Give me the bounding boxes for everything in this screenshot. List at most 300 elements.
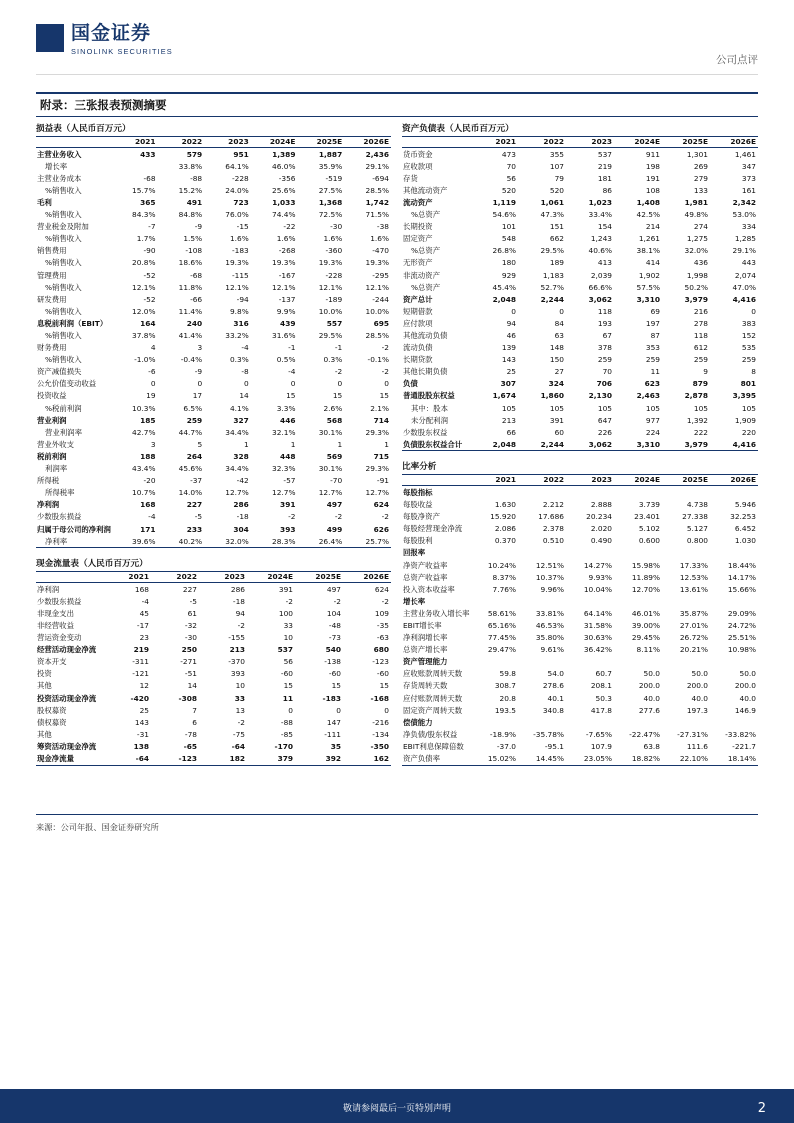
- row-value: 118: [693, 331, 708, 340]
- row-value: 45.4%: [492, 282, 516, 292]
- row-value: 197.3: [686, 705, 708, 715]
- row-value: 26.72%: [679, 633, 708, 643]
- table-row: [36, 293, 391, 305]
- row-value: -123: [372, 657, 389, 667]
- table-row: [402, 753, 758, 766]
- table-row: [36, 692, 391, 704]
- row-value: -63: [376, 633, 389, 643]
- row-value: 0: [336, 705, 341, 715]
- row-value: 1,301: [686, 149, 708, 159]
- row-value: 17.33%: [679, 560, 708, 570]
- table-row: [402, 233, 758, 245]
- row-value: 32.0%: [684, 246, 708, 256]
- row-value: -694: [372, 173, 389, 183]
- row-value: 27.338: [682, 512, 708, 522]
- table-row: [36, 728, 391, 740]
- row-label: 税前利润: [37, 451, 67, 461]
- row-value: 0: [288, 705, 293, 715]
- row-value: [662, 486, 710, 499]
- row-value: 28.3%: [251, 535, 298, 548]
- row-value: 1,183: [542, 270, 564, 280]
- row-value: -57: [283, 476, 296, 486]
- row-value: 39.00%: [631, 621, 660, 631]
- row-value: 9.93%: [588, 572, 612, 582]
- row-value: 1,461: [734, 149, 756, 159]
- row-label: 非经营收益: [37, 621, 74, 631]
- section-title: [36, 92, 758, 117]
- row-value: 6.5%: [183, 403, 203, 413]
- row-value: 801: [740, 379, 756, 389]
- row-label: 主营业务成本: [37, 173, 82, 183]
- row-value: 4: [150, 343, 156, 353]
- row-value: 6.452: [734, 524, 756, 534]
- row-value: 12.7%: [272, 488, 296, 498]
- row-value: 308.7: [494, 681, 516, 691]
- row-value: 28.5%: [365, 331, 389, 340]
- row-label: 应收账款周转天数: [403, 669, 463, 679]
- row-value: 22.10%: [662, 753, 710, 766]
- row-value: 40.1: [547, 693, 564, 703]
- row-value: 14.27%: [583, 560, 612, 570]
- row-value: 108: [645, 185, 660, 195]
- income-statement-title: 损益表（人民币百万元）: [36, 122, 391, 137]
- row-value: 28.5%: [365, 185, 389, 195]
- row-value: 3,395: [732, 391, 756, 401]
- table-row: [36, 269, 391, 281]
- row-value: 20.8%: [132, 258, 156, 268]
- row-value: 3,979: [684, 294, 708, 304]
- row-value: 164: [140, 318, 156, 328]
- table-header-cell: [36, 572, 103, 583]
- table-header-cell: 2024E: [247, 572, 295, 583]
- row-value: 219: [133, 645, 149, 655]
- row-value: -271: [180, 657, 197, 667]
- table-row: [402, 535, 758, 547]
- row-value: 259: [186, 415, 203, 425]
- row-label: 资产总计: [403, 294, 433, 304]
- row-value: [614, 716, 662, 728]
- row-value: 56: [506, 173, 516, 183]
- row-value: 1,887: [318, 149, 343, 159]
- row-value: [614, 595, 662, 607]
- row-label: 经营活动现金净流: [37, 645, 97, 655]
- row-value: 15.920: [490, 512, 516, 522]
- row-label: 所得税率: [45, 488, 75, 498]
- row-value: -216: [372, 717, 389, 727]
- row-value: 200.0: [734, 681, 756, 691]
- row-label: 固定资产: [403, 234, 433, 244]
- row-label: 营运资金变动: [37, 633, 82, 643]
- row-label: 普通股股东权益: [403, 391, 455, 401]
- row-value: 105: [501, 403, 516, 413]
- row-value: 10.98%: [727, 645, 756, 655]
- row-value: 12.53%: [679, 572, 708, 582]
- row-value: 87: [650, 331, 660, 340]
- row-value: 379: [247, 753, 295, 766]
- row-value: 57.5%: [636, 282, 660, 292]
- report-type-label: 公司点评: [716, 54, 758, 66]
- row-value: 84: [554, 318, 564, 328]
- row-value: 12.1%: [272, 282, 296, 292]
- row-value: 304: [233, 524, 249, 534]
- row-value: 250: [181, 645, 197, 655]
- row-value: 723: [233, 197, 249, 207]
- row-value: -37.0: [496, 741, 516, 751]
- row-label: 偿债能力: [403, 717, 433, 727]
- table-header-cell: 2026E: [344, 137, 391, 148]
- row-value: 568: [326, 415, 343, 425]
- row-value: 34.4%: [225, 427, 249, 437]
- row-value: 40.0: [691, 693, 708, 703]
- row-value: 189: [549, 258, 564, 268]
- table-row: [402, 619, 758, 631]
- table-row: [402, 172, 758, 184]
- table-header-cell: 2024E: [614, 137, 662, 148]
- table-row: [402, 354, 758, 366]
- row-value: 29.47%: [487, 645, 516, 655]
- row-value: 1,119: [492, 197, 516, 207]
- row-value: 38.1%: [636, 246, 660, 256]
- row-value: 1,243: [590, 234, 612, 244]
- row-value: -73: [328, 633, 341, 643]
- row-value: -311: [132, 657, 149, 667]
- income-statement-block: [36, 122, 391, 548]
- row-value: -15: [236, 222, 249, 232]
- row-value: 29.3%: [365, 427, 389, 437]
- table-row: [36, 704, 391, 716]
- table-row: [36, 233, 391, 245]
- row-value: 151: [549, 222, 564, 232]
- row-value: 168: [140, 500, 156, 510]
- row-value: 0: [559, 306, 564, 316]
- row-value: 680: [373, 645, 389, 655]
- table-row: [36, 426, 391, 438]
- row-value: -155: [228, 633, 245, 643]
- row-value: 227: [182, 584, 197, 594]
- row-value: 417.8: [590, 705, 612, 715]
- row-value: -31: [136, 729, 149, 739]
- row-value: -68: [190, 270, 203, 280]
- row-value: [518, 656, 566, 668]
- row-value: 60: [554, 427, 564, 437]
- row-value: 200.0: [686, 681, 708, 691]
- row-value: 32.0%: [204, 535, 251, 548]
- row-label: EBIT利息保障倍数: [403, 741, 464, 751]
- row-value: 29.09%: [727, 608, 756, 618]
- table-row: [36, 402, 391, 414]
- row-value: 1.6%: [323, 234, 343, 244]
- row-value: 12.51%: [535, 560, 564, 570]
- row-value: 1: [384, 439, 389, 449]
- table-header-cell: 2023: [199, 572, 247, 583]
- table-row: [36, 184, 391, 196]
- cashflow-statement-block: [36, 557, 391, 765]
- row-value: 1.6%: [370, 234, 389, 244]
- row-value: 1,674: [492, 391, 516, 401]
- row-value: 100: [278, 608, 293, 618]
- row-label: 每股净资产: [403, 512, 440, 522]
- row-value: -2: [285, 596, 293, 606]
- row-value: 19.3%: [365, 258, 389, 268]
- row-value: -2: [288, 512, 296, 522]
- row-label: 货币资金: [403, 149, 433, 159]
- row-value: -134: [372, 729, 389, 739]
- row-value: 138: [133, 741, 149, 751]
- row-value: [470, 656, 518, 668]
- row-value: 9.8%: [229, 306, 249, 316]
- row-label: 总资产增长率: [403, 645, 448, 655]
- row-value: -35.78%: [533, 729, 564, 739]
- row-value: 15: [283, 681, 293, 691]
- row-value: 224: [645, 427, 660, 437]
- row-value: 40.6%: [588, 246, 612, 256]
- table-header-cell: [36, 137, 111, 148]
- cashflow-statement-body: [36, 572, 391, 765]
- row-value: 497: [326, 584, 341, 594]
- row-value: 193.5: [494, 705, 516, 715]
- row-value: 77.45%: [487, 633, 516, 643]
- row-value: 66: [506, 427, 516, 437]
- row-value: 393: [280, 524, 296, 534]
- row-value: 29.5%: [318, 331, 343, 340]
- row-label: 每股收益: [403, 500, 433, 510]
- row-value: 32.1%: [272, 427, 296, 437]
- row-value: -0.1%: [367, 355, 389, 365]
- row-value: [710, 486, 758, 499]
- row-value: [614, 547, 662, 559]
- row-value: -137: [278, 294, 296, 304]
- row-value: 3: [150, 439, 156, 449]
- row-label: 其他流动负债: [403, 331, 448, 340]
- row-value: 269: [693, 161, 708, 171]
- row-label: %销售收入: [45, 331, 82, 340]
- row-label: %总资产: [411, 210, 441, 220]
- row-label: 债权募资: [37, 717, 67, 727]
- table-row: [402, 728, 758, 740]
- row-label: EBIT增长率: [403, 621, 442, 631]
- row-value: 3.3%: [276, 403, 296, 413]
- table-row: [36, 499, 391, 511]
- table-row: [36, 716, 391, 728]
- row-value: 7: [192, 705, 197, 715]
- row-value: 35.80%: [535, 633, 564, 643]
- row-value: -7: [148, 222, 156, 232]
- row-value: 715: [373, 451, 389, 461]
- row-value: 3: [197, 343, 203, 353]
- row-value: 491: [186, 197, 203, 207]
- row-value: 12.0%: [132, 306, 156, 316]
- row-value: 65.16%: [487, 621, 516, 631]
- income-statement-table: [36, 137, 391, 549]
- table-header-cell: 2026E: [710, 137, 758, 148]
- row-value: -519: [325, 173, 343, 183]
- row-value: 14.45%: [518, 753, 566, 766]
- row-label: 净利润增长率: [403, 633, 448, 643]
- row-value: 8.11%: [636, 645, 660, 655]
- row-value: -60: [280, 669, 293, 679]
- table-header-row: [36, 137, 391, 148]
- row-value: 19.3%: [225, 258, 249, 268]
- row-value: 499: [326, 524, 343, 534]
- row-value: 316: [233, 318, 249, 328]
- row-value: -2: [381, 367, 389, 377]
- row-value: -356: [278, 173, 296, 183]
- row-value: 2.6%: [323, 403, 343, 413]
- row-value: -88: [280, 717, 293, 727]
- cashflow-statement-table: [36, 572, 391, 766]
- row-value: 35.9%: [318, 161, 343, 171]
- row-value: [614, 656, 662, 668]
- row-label: 营业外收支: [37, 439, 74, 449]
- table-row: [36, 160, 391, 172]
- row-value: 45.6%: [178, 464, 203, 474]
- table-row: [402, 329, 758, 341]
- row-value: 105: [741, 403, 756, 413]
- row-label: 其他流动资产: [403, 185, 448, 195]
- row-value: 911: [645, 149, 660, 159]
- row-value: 24.72%: [727, 621, 756, 631]
- row-label: 应付账款周转天数: [403, 693, 463, 703]
- row-value: 0.490: [590, 536, 612, 546]
- row-value: -1.0%: [134, 355, 156, 365]
- table-header-cell: 2024E: [614, 475, 662, 486]
- row-value: 185: [140, 415, 156, 425]
- row-value: 148: [549, 343, 564, 353]
- row-value: 1.6%: [276, 234, 296, 244]
- row-value: 1: [290, 439, 296, 449]
- row-value: 10: [235, 681, 245, 691]
- row-value: 1,742: [365, 197, 389, 207]
- row-value: 63: [554, 331, 564, 340]
- row-value: 535: [741, 343, 756, 353]
- row-value: -30: [184, 633, 197, 643]
- row-label: 长期投资: [403, 222, 433, 232]
- row-value: -2: [237, 621, 245, 631]
- row-value: 219: [597, 161, 612, 171]
- row-label: 流动资产: [403, 197, 433, 207]
- row-value: 2,244: [540, 294, 564, 304]
- row-label: 每股经营现金净流: [403, 524, 463, 534]
- row-value: 36.42%: [583, 645, 612, 655]
- row-value: 27: [554, 367, 564, 377]
- row-value: -18: [236, 512, 249, 522]
- row-value: 19.3%: [318, 258, 343, 268]
- table-header-cell: 2022: [158, 137, 205, 148]
- row-value: 30.63%: [583, 633, 612, 643]
- row-value: 414: [645, 258, 660, 268]
- row-value: 3.739: [638, 500, 660, 510]
- row-value: -2: [381, 343, 389, 353]
- row-value: -1: [288, 343, 296, 353]
- row-value: 104: [326, 608, 341, 618]
- row-label: 固定资产周转天数: [403, 705, 463, 715]
- row-label: 每股指标: [403, 487, 433, 497]
- row-value: -4: [148, 512, 156, 522]
- table-row: [402, 402, 758, 414]
- row-label: 营业税金及附加: [37, 222, 89, 232]
- table-row: [402, 366, 758, 378]
- row-value: -78: [184, 729, 197, 739]
- table-header-cell: 2025E: [295, 572, 343, 583]
- table-row: [402, 342, 758, 354]
- table-row: [36, 196, 391, 208]
- footer-disclaimer: 敬请参阅最后一页特别声明: [342, 1104, 451, 1114]
- row-value: 0: [244, 379, 249, 389]
- row-value: -75: [232, 729, 245, 739]
- row-value: 1,909: [734, 415, 756, 425]
- header-divider: [36, 74, 758, 75]
- right-column: [402, 122, 758, 775]
- row-value: 537: [277, 645, 293, 655]
- row-value: 7.76%: [492, 584, 516, 594]
- row-value: 5.102: [638, 524, 660, 534]
- table-header-cell: [402, 137, 470, 148]
- table-row: [402, 595, 758, 607]
- source-divider: [36, 814, 758, 815]
- row-value: 161: [741, 185, 756, 195]
- row-value: 4,416: [710, 438, 758, 451]
- row-value: 4,416: [732, 294, 756, 304]
- table-row: [402, 740, 758, 752]
- table-row: [36, 680, 391, 692]
- row-label: 资产负债率: [402, 753, 470, 766]
- row-value: 25: [506, 367, 516, 377]
- table-row: [402, 414, 758, 426]
- row-value: 714: [373, 415, 389, 425]
- row-value: 10.24%: [487, 560, 516, 570]
- row-label: 主营业务收入增长率: [403, 608, 470, 618]
- row-value: [662, 716, 710, 728]
- row-label: 净负债/股东权益: [403, 729, 458, 739]
- table-header-cell: 2023: [204, 137, 251, 148]
- row-value: 94: [235, 608, 245, 618]
- row-value: 59.8: [499, 669, 516, 679]
- table-row: [402, 559, 758, 571]
- row-value: 520: [501, 185, 516, 195]
- row-value: 14.17%: [727, 572, 756, 582]
- row-value: 40.2%: [158, 535, 205, 548]
- row-value: 6: [192, 717, 197, 727]
- row-value: 12.7%: [365, 488, 389, 498]
- row-value: 213: [229, 645, 245, 655]
- row-value: 50.0: [739, 669, 756, 679]
- row-value: 84.3%: [132, 210, 156, 220]
- row-value: 152: [741, 331, 756, 340]
- table-row: [402, 632, 758, 644]
- row-value: -115: [231, 270, 249, 280]
- row-value: 9: [703, 367, 708, 377]
- row-label: 所得税: [37, 476, 60, 486]
- row-value: 200.0: [638, 681, 660, 691]
- row-value: -108: [185, 246, 203, 256]
- row-value: 74.4%: [272, 210, 296, 220]
- table-header-cell: 2021: [111, 137, 158, 148]
- row-label: 长期贷款: [403, 355, 433, 365]
- row-value: 143: [134, 717, 149, 727]
- row-value: 61: [187, 608, 197, 618]
- table-header-cell: 2026E: [710, 475, 758, 486]
- row-value: 373: [741, 173, 756, 183]
- row-value: 45: [139, 608, 149, 618]
- row-value: 0: [197, 379, 203, 389]
- row-value: -20: [143, 476, 156, 486]
- row-value: [518, 547, 566, 559]
- row-value: 0.600: [638, 536, 660, 546]
- row-value: 17: [192, 391, 203, 401]
- table-row: [36, 535, 391, 548]
- row-label: 投资活动现金净流: [37, 693, 97, 703]
- row-value: 520: [549, 185, 564, 195]
